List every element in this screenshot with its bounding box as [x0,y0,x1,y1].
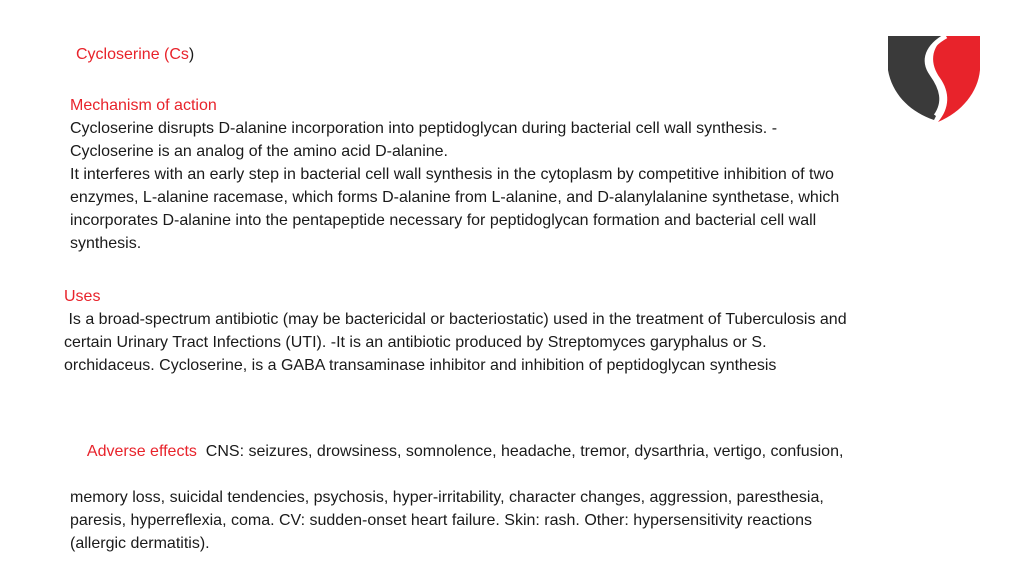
mechanism-line: Cycloserine disrupts D-alanine incorporation into peptidoglycan during bacterial cell wall synthesis. - [70,120,778,137]
title-main: Cycloserine ( [76,46,170,63]
title-accent: Cs [169,46,189,63]
adverse-line: (allergic dermatitis). [70,535,210,552]
uses-line: certain Urinary Tract Infections (UTI). -It is an antibiotic produced by Streptomyces garyphalus or S. [64,334,767,351]
uses-line: Is a broad-spectrum antibiotic (may be bactericidal or bacteriostatic) used in the treatment of Tuberculosis and [64,311,847,328]
adverse-line: paresis, hyperreflexia, coma. CV: sudden-onset heart failure. Skin: rash. Other: hypersensitivity reactions [70,512,812,529]
uses-section [64,285,847,377]
adverse-heading: Adverse effects [86,443,197,460]
uses-line: orchidaceus. Cycloserine, is a GABA transaminase inhibitor and inhibition of peptidoglycan synthesis [64,357,777,374]
title-close: ) [188,46,195,63]
uses-heading: Uses [64,288,101,305]
mechanism-section [70,94,839,255]
adverse-line: memory loss, suicidal tendencies, psychosis, hyper-irritability, character changes, aggression, paresthesia, [70,489,824,506]
shield-logo [884,30,984,126]
mechanism-line: enzymes, L-alanine racemase, which forms D-alanine from L-alanine, and D-alanylalanine synthetase, which [70,189,840,206]
adverse-line: CNS: seizures, drowsiness, somnolence, headache, tremor, dysarthria, vertigo, confusion, [196,443,844,460]
mechanism-line: incorporates D-alanine into the pentapeptide necessary for peptidoglycan formation and bacterial cell wall [70,212,817,229]
adverse-section [70,417,843,555]
mechanism-line: It interferes with an early step in bacterial cell wall synthesis in the cytoplasm by competitive inhibition of two [70,166,834,183]
mechanism-heading: Mechanism of action [70,97,217,114]
mechanism-line: Cycloserine is an analog of the amino acid D-alanine. [70,143,448,160]
slide-title [76,44,194,66]
mechanism-line: synthesis. [70,235,142,252]
